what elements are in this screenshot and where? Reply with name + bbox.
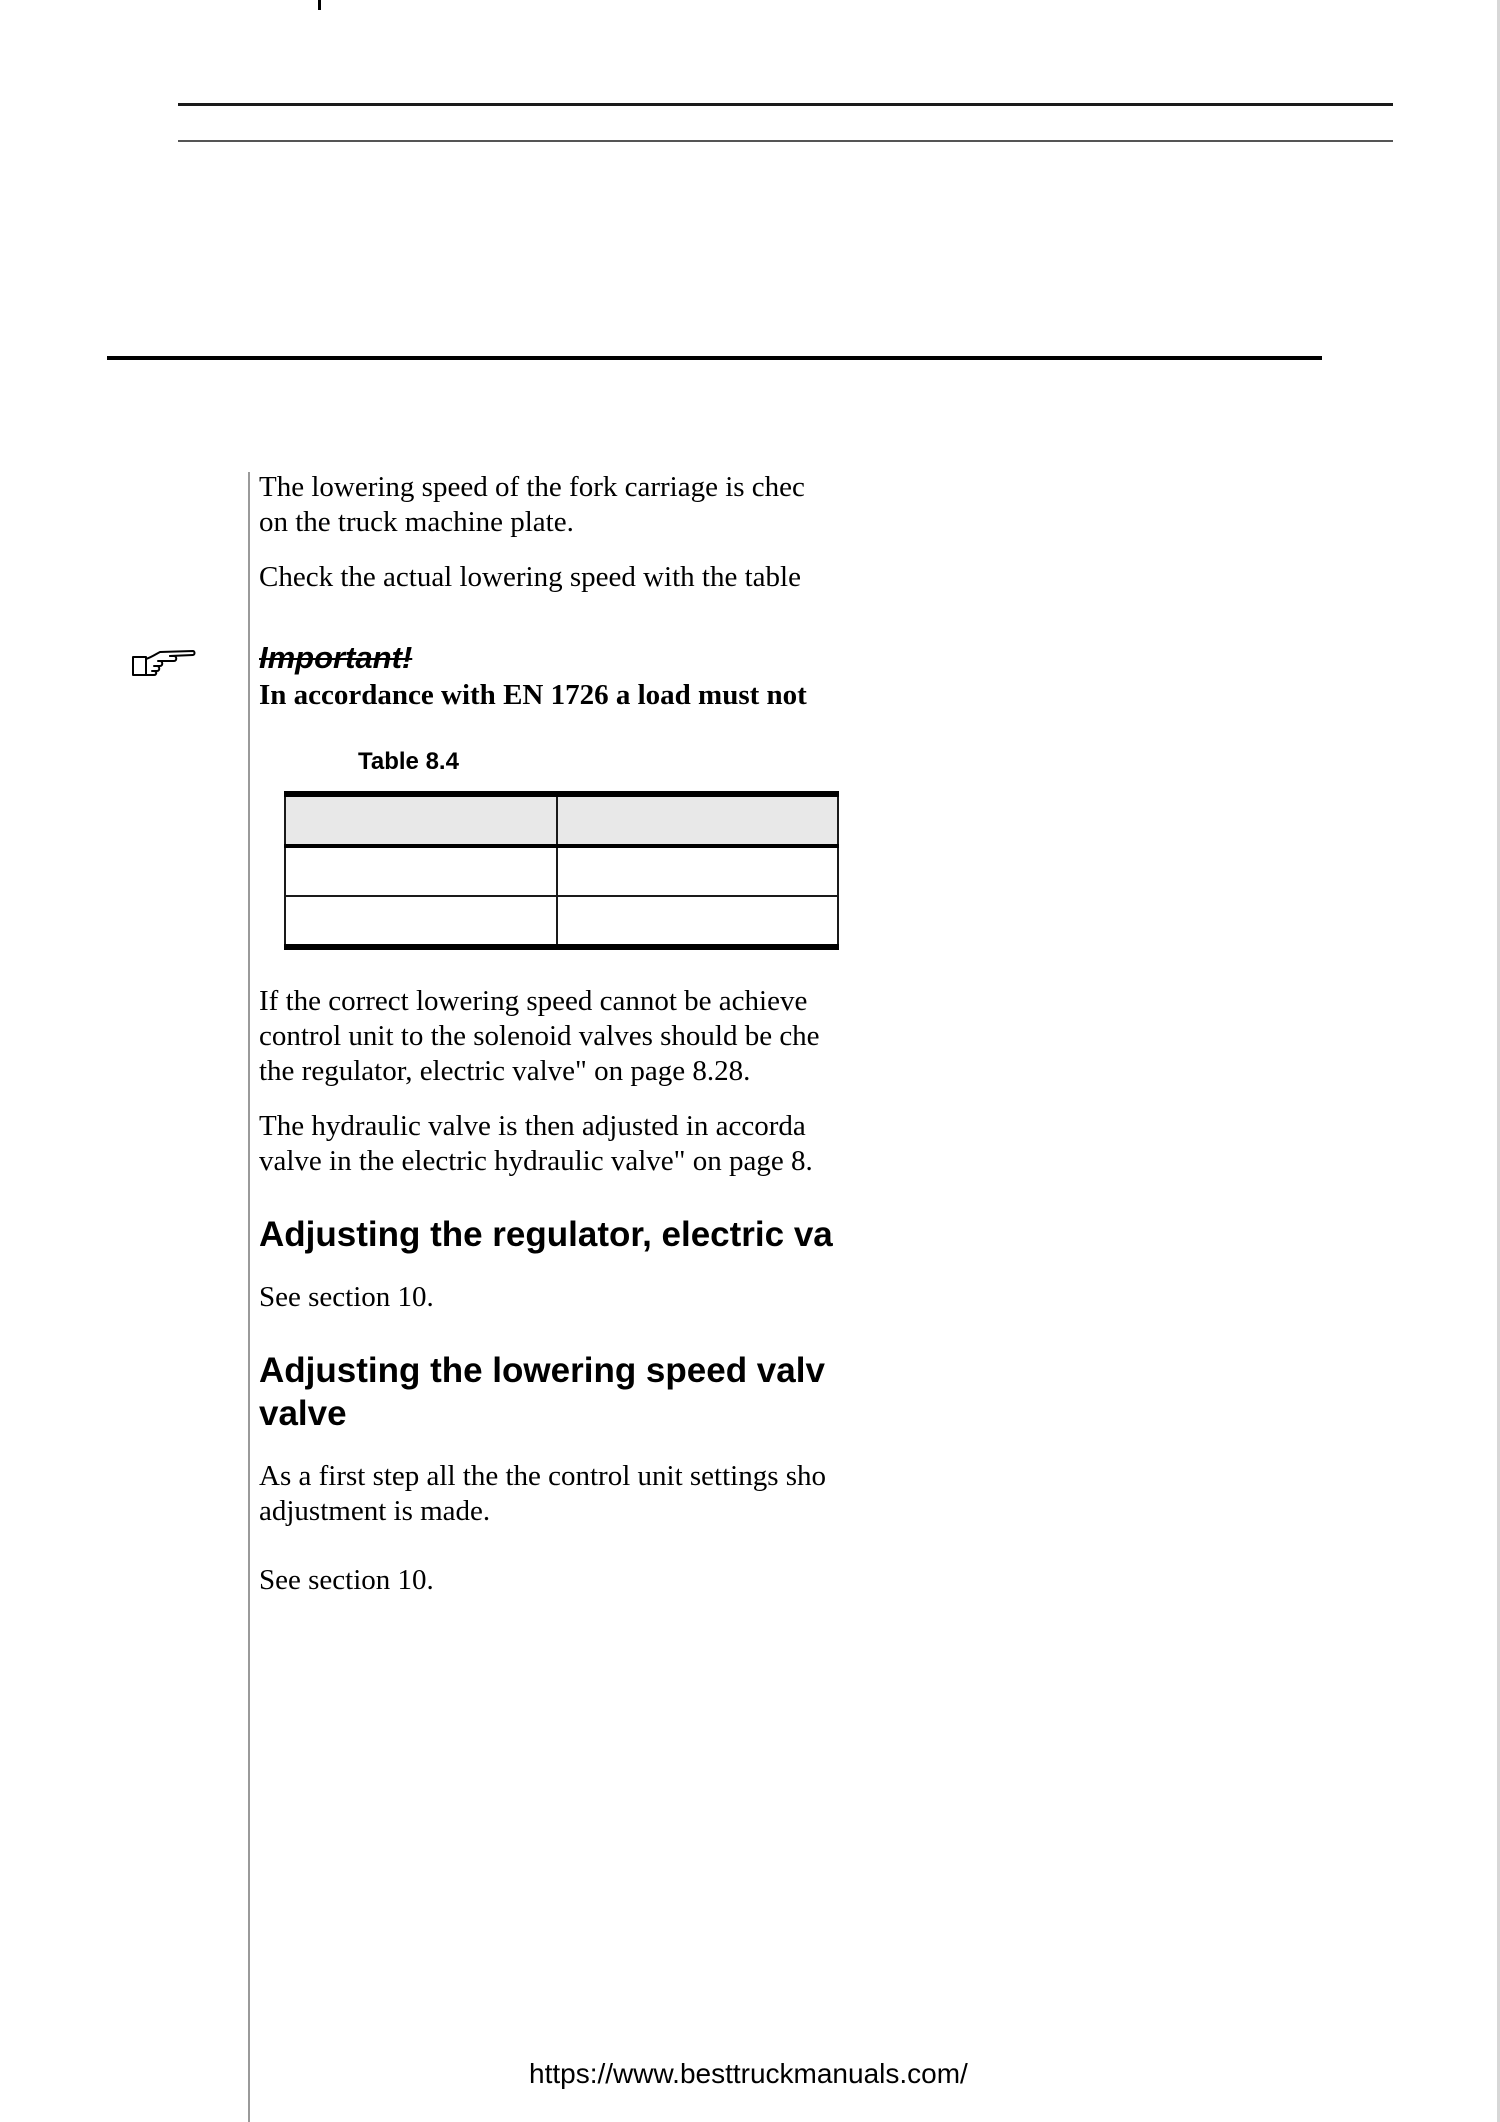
section-heading-lowering-speed [259, 1349, 879, 1435]
after-table-paragraph-1 [259, 984, 879, 1089]
table-header-cell [557, 794, 838, 846]
text-line: The lowering speed of the fork carriage is chec [259, 471, 805, 503]
section-rule [107, 356, 1322, 360]
table-cell [557, 846, 838, 896]
text-line: on the truck machine plate. [259, 506, 574, 538]
table-row [285, 896, 838, 947]
header-rule-bottom [178, 140, 1393, 142]
footer-url[interactable]: https://www.besttruckmanuals.com/ [529, 2058, 968, 2089]
pointing-hand-icon [130, 645, 196, 685]
text-line: If the correct lowering speed cannot be achieve [259, 985, 808, 1017]
table-cell [557, 896, 838, 947]
section-2-text: See section 10. [259, 1564, 434, 1596]
table-caption: Table 8.4 [358, 748, 459, 775]
text-line: As a first step all the the control unit settings sho [259, 1460, 827, 1492]
table-cell [285, 846, 557, 896]
spec-table [284, 791, 839, 950]
header-fragment [318, 0, 321, 10]
main-content [259, 470, 879, 1618]
text-line: control unit to the solenoid valves should be che [259, 1020, 820, 1052]
important-body: In accordance with EN 1726 a load must not [259, 679, 807, 711]
table-cell [285, 896, 557, 947]
text-line: valve in the electric hydraulic valve" on page 8. [259, 1145, 813, 1177]
section-1-text: See section 10. [259, 1281, 434, 1313]
important-title: Important! [259, 640, 413, 675]
section-heading-regulator: Adjusting the regulator, electric va [259, 1215, 833, 1254]
text-line: the regulator, electric valve" on page 8.28. [259, 1055, 751, 1087]
table-row [285, 846, 838, 896]
heading-line: Adjusting the lowering speed valv [259, 1351, 825, 1390]
after-table-paragraph-2 [259, 1109, 879, 1179]
intro-paragraph-2 [259, 560, 879, 595]
text-line: adjustment is made. [259, 1495, 491, 1527]
text-line: Check the actual lowering speed with the table [259, 561, 801, 593]
header-rule-top [178, 103, 1393, 106]
intro-paragraph-1 [259, 470, 879, 540]
table-header-cell [285, 794, 557, 846]
section-2-paragraph [259, 1459, 879, 1529]
table-header-row [285, 794, 838, 846]
margin-line [248, 472, 250, 2122]
text-line: The hydraulic valve is then adjusted in accorda [259, 1110, 806, 1142]
heading-line: valve [259, 1394, 347, 1433]
